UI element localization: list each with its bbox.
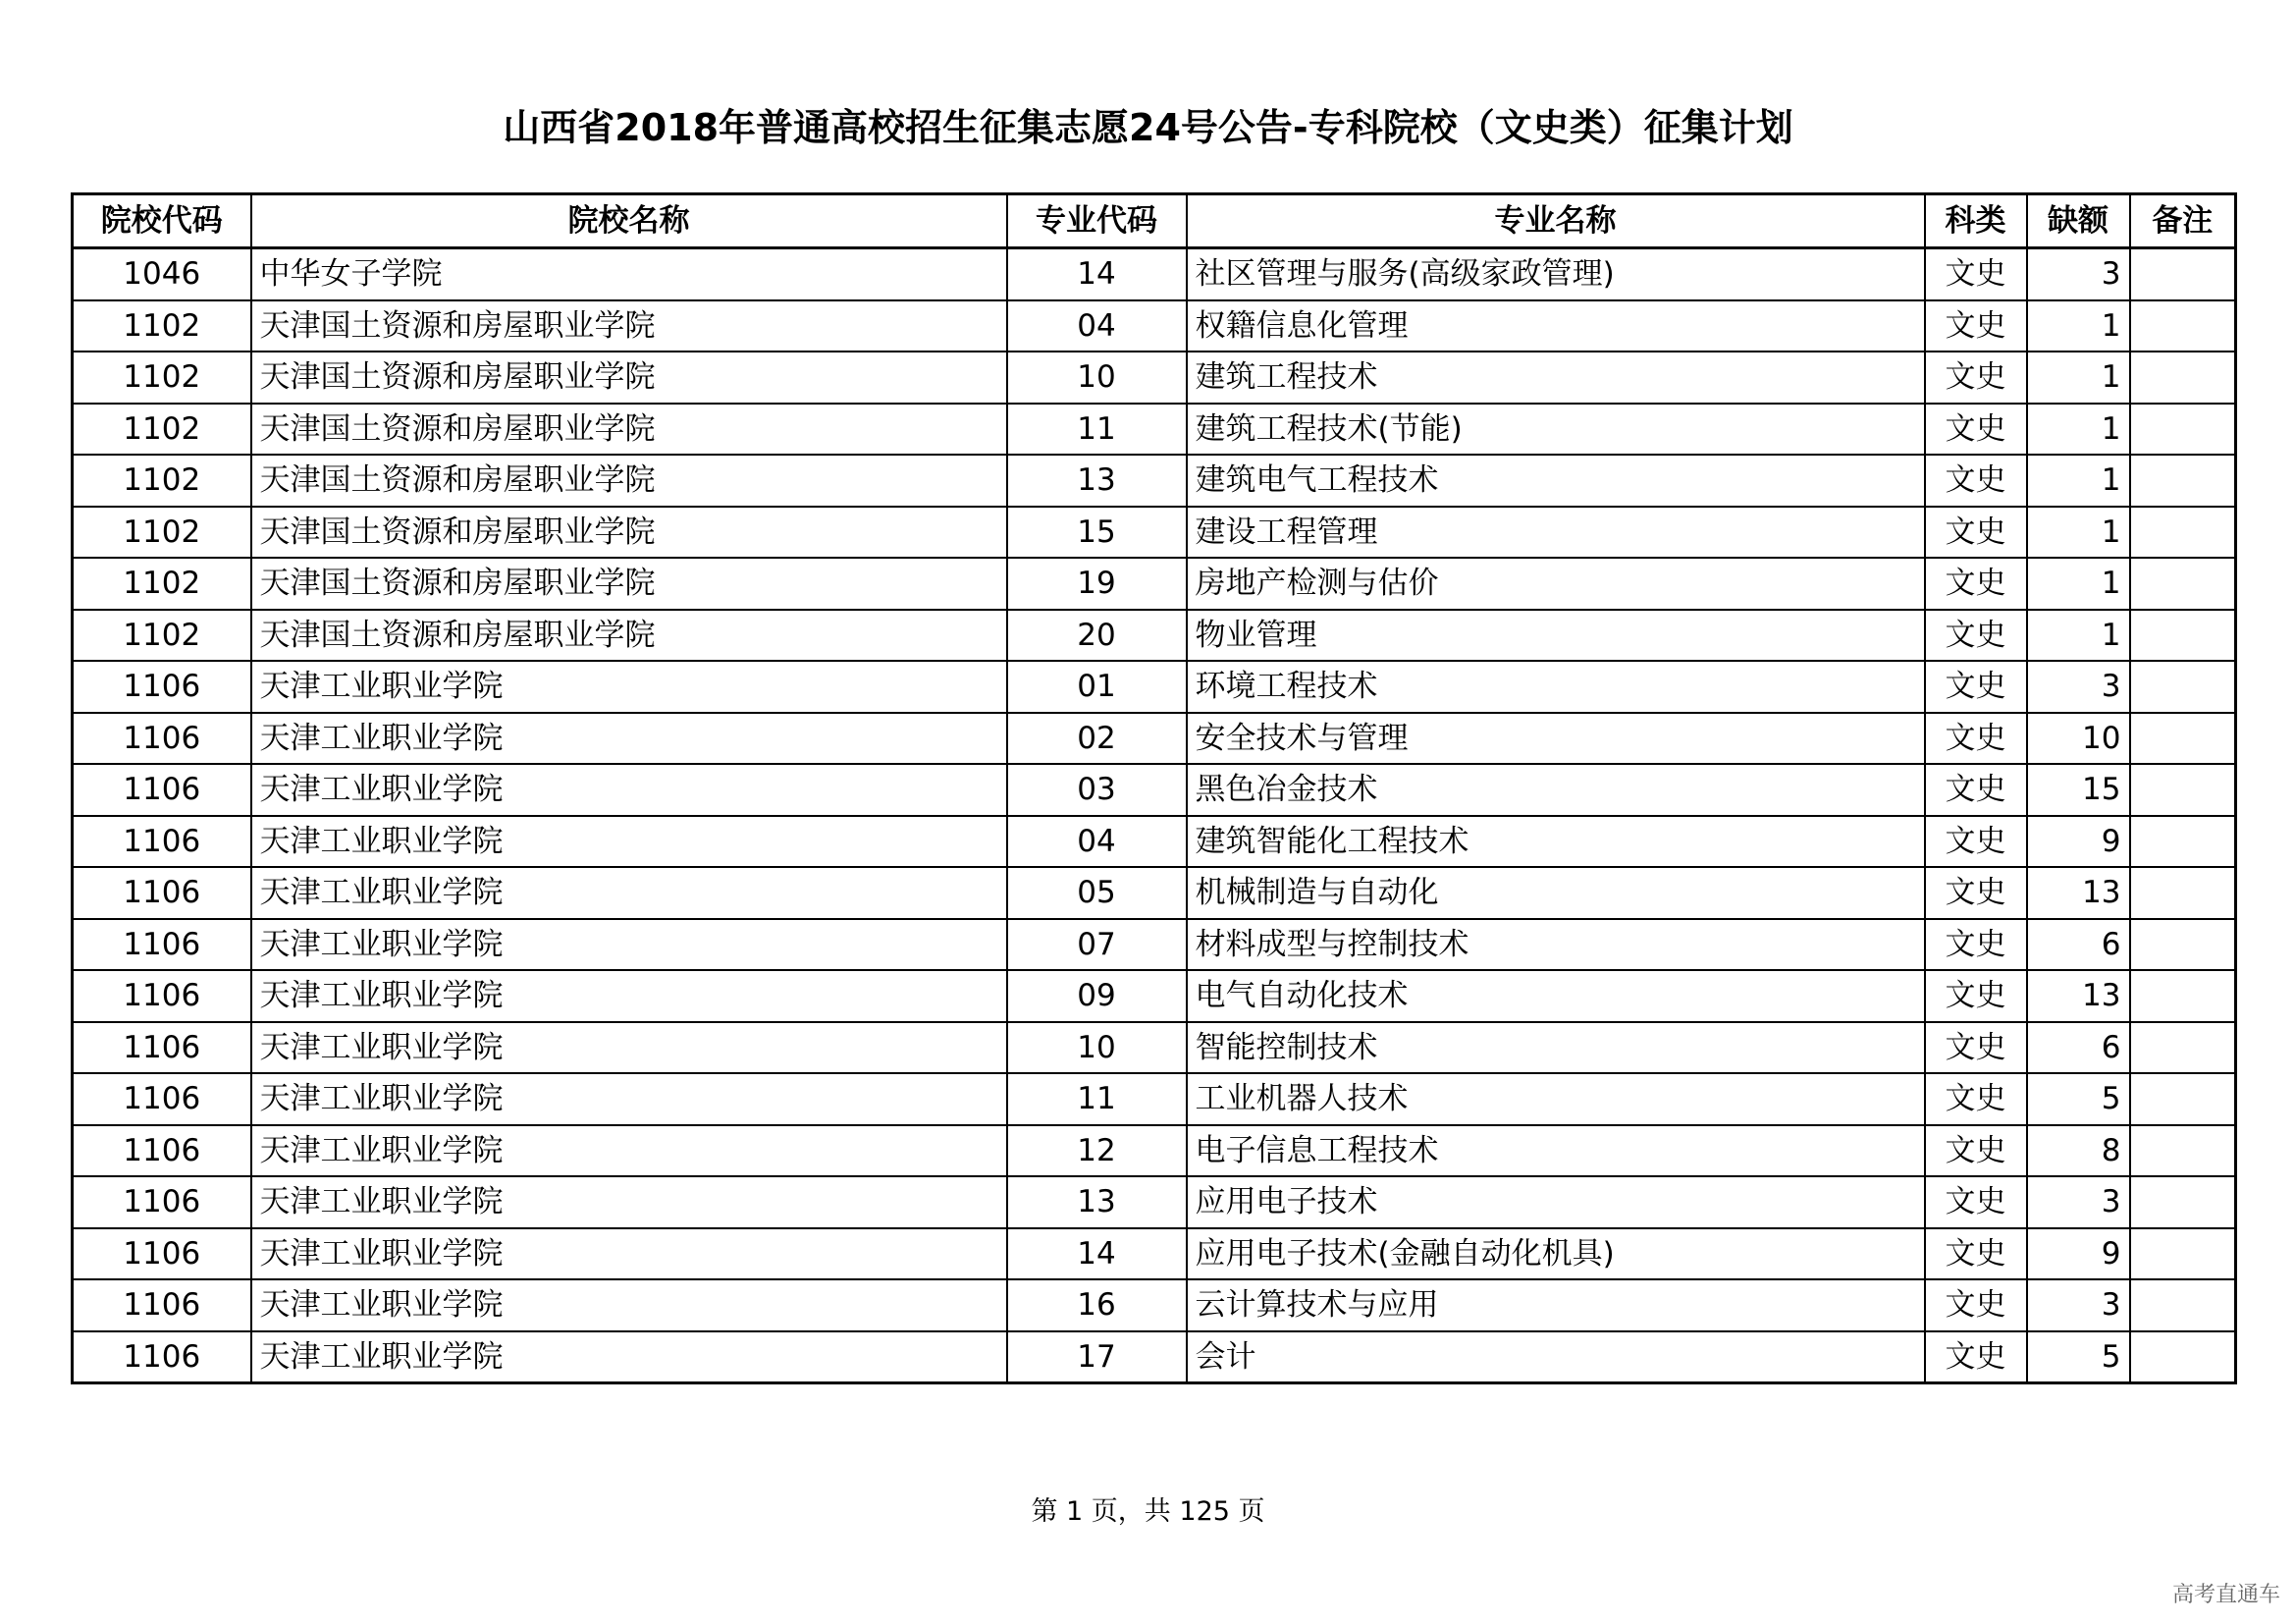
cell-note xyxy=(2130,455,2236,507)
cell-category: 文史 xyxy=(1925,764,2027,816)
cell-category: 文史 xyxy=(1925,558,2027,610)
cell-school-code: 1102 xyxy=(73,300,251,352)
cell-vacancies: 10 xyxy=(2027,713,2130,765)
cell-major-name: 安全技术与管理 xyxy=(1187,713,1925,765)
cell-major-code: 01 xyxy=(1007,661,1187,713)
cell-school-code: 1106 xyxy=(73,764,251,816)
cell-major-code: 07 xyxy=(1007,919,1187,971)
cell-major-name: 智能控制技术 xyxy=(1187,1022,1925,1074)
cell-school-code: 1106 xyxy=(73,661,251,713)
cell-school-code: 1106 xyxy=(73,1279,251,1331)
table-row xyxy=(73,816,2236,868)
cell-category: 文史 xyxy=(1925,455,2027,507)
cell-vacancies: 3 xyxy=(2027,661,2130,713)
cell-major-name: 电气自动化技术 xyxy=(1187,970,1925,1022)
cell-major-code: 04 xyxy=(1007,300,1187,352)
header-note: 备注 xyxy=(2130,194,2236,248)
table-row xyxy=(73,1022,2236,1074)
cell-school-name: 天津工业职业学院 xyxy=(251,1073,1007,1125)
table-row xyxy=(73,970,2236,1022)
table-row xyxy=(73,1073,2236,1125)
document-title: 山西省2018年普通高校招生征集志愿24号公告-专科院校（文史类）征集计划 xyxy=(503,106,1793,149)
cell-school-name: 天津工业职业学院 xyxy=(251,1331,1007,1383)
cell-category: 文史 xyxy=(1925,352,2027,404)
cell-vacancies: 1 xyxy=(2027,352,2130,404)
cell-school-code: 1106 xyxy=(73,919,251,971)
cell-school-code: 1046 xyxy=(73,248,251,300)
table-row xyxy=(73,764,2236,816)
cell-school-name: 天津工业职业学院 xyxy=(251,661,1007,713)
cell-major-name: 工业机器人技术 xyxy=(1187,1073,1925,1125)
cell-major-name: 电子信息工程技术 xyxy=(1187,1125,1925,1177)
header-major-code: 专业代码 xyxy=(1007,194,1187,248)
cell-major-name: 应用电子技术 xyxy=(1187,1176,1925,1228)
cell-major-name: 建筑工程技术(节能) xyxy=(1187,404,1925,456)
cell-major-code: 11 xyxy=(1007,1073,1187,1125)
table-header-row xyxy=(73,194,2236,248)
cell-school-name: 天津工业职业学院 xyxy=(251,1125,1007,1177)
cell-category: 文史 xyxy=(1925,1331,2027,1383)
cell-vacancies: 5 xyxy=(2027,1073,2130,1125)
cell-major-name: 权籍信息化管理 xyxy=(1187,300,1925,352)
cell-major-name: 建筑电气工程技术 xyxy=(1187,455,1925,507)
cell-school-name: 天津工业职业学院 xyxy=(251,1228,1007,1280)
cell-major-name: 房地产检测与估价 xyxy=(1187,558,1925,610)
table-row xyxy=(73,1125,2236,1177)
cell-school-name: 天津工业职业学院 xyxy=(251,867,1007,919)
cell-category: 文史 xyxy=(1925,1022,2027,1074)
cell-category: 文史 xyxy=(1925,1279,2027,1331)
table-row xyxy=(73,1176,2236,1228)
header-category: 科类 xyxy=(1925,194,2027,248)
cell-school-name: 中华女子学院 xyxy=(251,248,1007,300)
cell-note xyxy=(2130,404,2236,456)
cell-note xyxy=(2130,610,2236,662)
cell-note xyxy=(2130,1279,2236,1331)
cell-major-code: 04 xyxy=(1007,816,1187,868)
cell-vacancies: 3 xyxy=(2027,248,2130,300)
cell-vacancies: 3 xyxy=(2027,1279,2130,1331)
cell-note xyxy=(2130,713,2236,765)
cell-major-code: 16 xyxy=(1007,1279,1187,1331)
table-row xyxy=(73,300,2236,352)
page-footer: 第 1 页，共 125 页 xyxy=(1031,1496,1265,1527)
cell-major-code: 15 xyxy=(1007,507,1187,559)
cell-major-code: 17 xyxy=(1007,1331,1187,1383)
cell-major-name: 物业管理 xyxy=(1187,610,1925,662)
cell-vacancies: 3 xyxy=(2027,1176,2130,1228)
cell-major-name: 环境工程技术 xyxy=(1187,661,1925,713)
cell-school-code: 1106 xyxy=(73,1228,251,1280)
header-school-name: 院校名称 xyxy=(251,194,1007,248)
cell-school-name: 天津工业职业学院 xyxy=(251,816,1007,868)
cell-category: 文史 xyxy=(1925,1176,2027,1228)
cell-major-name: 黑色冶金技术 xyxy=(1187,764,1925,816)
cell-category: 文史 xyxy=(1925,970,2027,1022)
cell-school-name: 天津工业职业学院 xyxy=(251,713,1007,765)
cell-school-code: 1106 xyxy=(73,970,251,1022)
cell-vacancies: 1 xyxy=(2027,300,2130,352)
cell-school-name: 天津国土资源和房屋职业学院 xyxy=(251,558,1007,610)
header-major-name: 专业名称 xyxy=(1187,194,1925,248)
cell-category: 文史 xyxy=(1925,1073,2027,1125)
cell-note xyxy=(2130,1331,2236,1383)
cell-school-name: 天津国土资源和房屋职业学院 xyxy=(251,507,1007,559)
cell-category: 文史 xyxy=(1925,1228,2027,1280)
cell-vacancies: 1 xyxy=(2027,610,2130,662)
cell-school-code: 1106 xyxy=(73,1073,251,1125)
cell-major-code: 09 xyxy=(1007,970,1187,1022)
cell-school-name: 天津国土资源和房屋职业学院 xyxy=(251,300,1007,352)
cell-category: 文史 xyxy=(1925,248,2027,300)
cell-school-name: 天津工业职业学院 xyxy=(251,919,1007,971)
cell-major-code: 11 xyxy=(1007,404,1187,456)
cell-major-name: 云计算技术与应用 xyxy=(1187,1279,1925,1331)
cell-vacancies: 5 xyxy=(2027,1331,2130,1383)
cell-category: 文史 xyxy=(1925,661,2027,713)
cell-vacancies: 15 xyxy=(2027,764,2130,816)
cell-note xyxy=(2130,661,2236,713)
watermark: 高考直通车 xyxy=(2171,1583,2280,1607)
table-row xyxy=(73,1331,2236,1383)
cell-major-code: 03 xyxy=(1007,764,1187,816)
cell-school-code: 1102 xyxy=(73,352,251,404)
cell-major-name: 建设工程管理 xyxy=(1187,507,1925,559)
cell-category: 文史 xyxy=(1925,867,2027,919)
cell-school-code: 1106 xyxy=(73,1022,251,1074)
cell-school-code: 1102 xyxy=(73,507,251,559)
cell-school-name: 天津国土资源和房屋职业学院 xyxy=(251,404,1007,456)
cell-category: 文史 xyxy=(1925,816,2027,868)
cell-school-code: 1106 xyxy=(73,867,251,919)
cell-vacancies: 1 xyxy=(2027,507,2130,559)
cell-note xyxy=(2130,507,2236,559)
cell-major-name: 应用电子技术(金融自动化机具) xyxy=(1187,1228,1925,1280)
cell-major-code: 10 xyxy=(1007,352,1187,404)
cell-major-code: 20 xyxy=(1007,610,1187,662)
cell-vacancies: 6 xyxy=(2027,1022,2130,1074)
enrollment-plan-table xyxy=(71,192,2237,1384)
cell-school-code: 1102 xyxy=(73,455,251,507)
table-row xyxy=(73,867,2236,919)
cell-vacancies: 1 xyxy=(2027,404,2130,456)
cell-category: 文史 xyxy=(1925,300,2027,352)
cell-vacancies: 13 xyxy=(2027,970,2130,1022)
cell-vacancies: 8 xyxy=(2027,1125,2130,1177)
cell-note xyxy=(2130,970,2236,1022)
table-row xyxy=(73,1279,2236,1331)
cell-school-code: 1102 xyxy=(73,610,251,662)
table-row xyxy=(73,248,2236,300)
cell-school-name: 天津工业职业学院 xyxy=(251,1022,1007,1074)
cell-note xyxy=(2130,816,2236,868)
table-row xyxy=(73,713,2236,765)
cell-school-name: 天津工业职业学院 xyxy=(251,764,1007,816)
cell-vacancies: 1 xyxy=(2027,455,2130,507)
table-row xyxy=(73,507,2236,559)
cell-note xyxy=(2130,1073,2236,1125)
cell-school-name: 天津国土资源和房屋职业学院 xyxy=(251,610,1007,662)
cell-note xyxy=(2130,300,2236,352)
cell-school-name: 天津工业职业学院 xyxy=(251,970,1007,1022)
cell-school-code: 1102 xyxy=(73,558,251,610)
cell-category: 文史 xyxy=(1925,610,2027,662)
cell-school-name: 天津国土资源和房屋职业学院 xyxy=(251,455,1007,507)
cell-note xyxy=(2130,558,2236,610)
table-row xyxy=(73,661,2236,713)
cell-major-code: 12 xyxy=(1007,1125,1187,1177)
table-body xyxy=(73,248,2236,1383)
cell-note xyxy=(2130,1176,2236,1228)
cell-major-code: 10 xyxy=(1007,1022,1187,1074)
cell-school-code: 1106 xyxy=(73,816,251,868)
cell-note xyxy=(2130,248,2236,300)
cell-major-code: 19 xyxy=(1007,558,1187,610)
cell-major-name: 材料成型与控制技术 xyxy=(1187,919,1925,971)
cell-category: 文史 xyxy=(1925,919,2027,971)
cell-school-code: 1106 xyxy=(73,713,251,765)
cell-major-name: 机械制造与自动化 xyxy=(1187,867,1925,919)
cell-vacancies: 6 xyxy=(2027,919,2130,971)
cell-major-code: 13 xyxy=(1007,455,1187,507)
cell-note xyxy=(2130,1022,2236,1074)
header-school-code: 院校代码 xyxy=(73,194,251,248)
cell-major-name: 建筑工程技术 xyxy=(1187,352,1925,404)
cell-vacancies: 13 xyxy=(2027,867,2130,919)
cell-note xyxy=(2130,352,2236,404)
cell-note xyxy=(2130,919,2236,971)
table-row xyxy=(73,558,2236,610)
cell-note xyxy=(2130,1228,2236,1280)
table-row xyxy=(73,352,2236,404)
cell-school-name: 天津工业职业学院 xyxy=(251,1176,1007,1228)
cell-category: 文史 xyxy=(1925,507,2027,559)
cell-school-code: 1106 xyxy=(73,1331,251,1383)
cell-school-name: 天津工业职业学院 xyxy=(251,1279,1007,1331)
cell-major-name: 会计 xyxy=(1187,1331,1925,1383)
cell-major-code: 14 xyxy=(1007,248,1187,300)
cell-school-code: 1106 xyxy=(73,1125,251,1177)
cell-school-name: 天津国土资源和房屋职业学院 xyxy=(251,352,1007,404)
cell-school-code: 1106 xyxy=(73,1176,251,1228)
table-row xyxy=(73,455,2236,507)
table-row xyxy=(73,919,2236,971)
cell-vacancies: 1 xyxy=(2027,558,2130,610)
cell-major-code: 13 xyxy=(1007,1176,1187,1228)
cell-major-name: 建筑智能化工程技术 xyxy=(1187,816,1925,868)
cell-category: 文史 xyxy=(1925,1125,2027,1177)
cell-major-code: 05 xyxy=(1007,867,1187,919)
cell-note xyxy=(2130,867,2236,919)
table-row xyxy=(73,610,2236,662)
cell-category: 文史 xyxy=(1925,404,2027,456)
cell-major-code: 14 xyxy=(1007,1228,1187,1280)
cell-school-code: 1102 xyxy=(73,404,251,456)
header-vacancies: 缺额 xyxy=(2027,194,2130,248)
table-row xyxy=(73,404,2236,456)
cell-major-code: 02 xyxy=(1007,713,1187,765)
cell-category: 文史 xyxy=(1925,713,2027,765)
table-row xyxy=(73,1228,2236,1280)
cell-vacancies: 9 xyxy=(2027,816,2130,868)
cell-vacancies: 9 xyxy=(2027,1228,2130,1280)
cell-major-name: 社区管理与服务(高级家政管理) xyxy=(1187,248,1925,300)
cell-note xyxy=(2130,764,2236,816)
cell-note xyxy=(2130,1125,2236,1177)
